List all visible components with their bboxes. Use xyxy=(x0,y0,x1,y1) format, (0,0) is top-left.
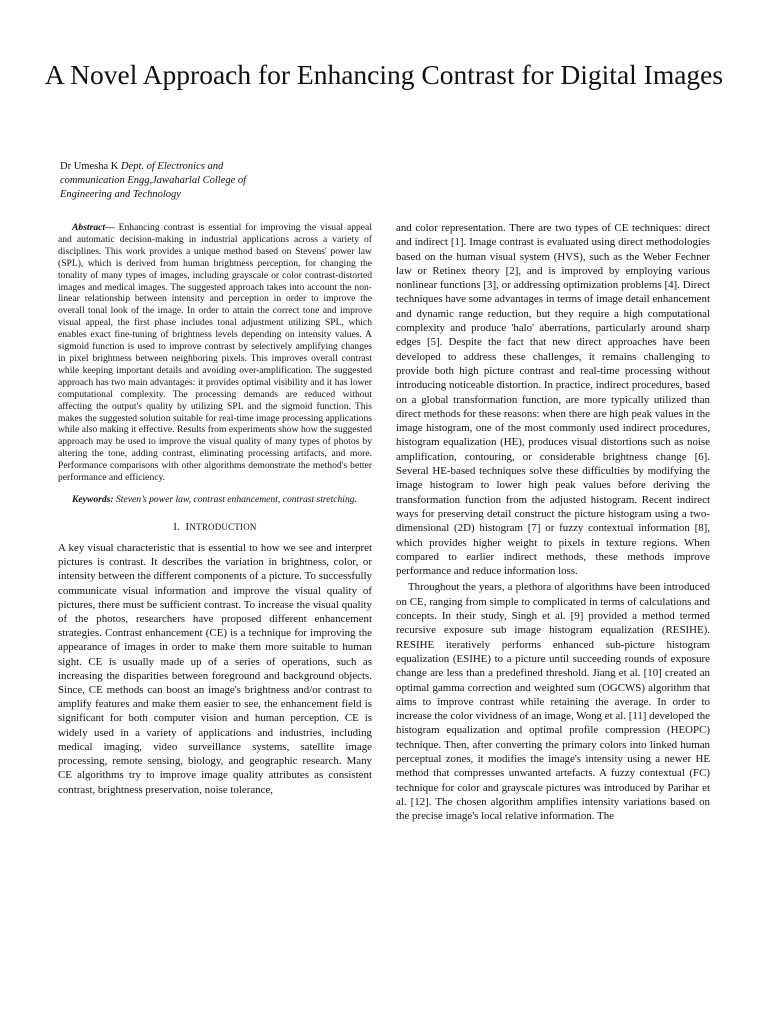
right-paragraph-1: and color representation. There are two types of CE techniques: direct and indirect [1]. Image contrast is evaluated using direct methodologies based on the human visual system (HVS), such as the Weber Fechner law or Retinex theory [2], and is improved by employing various nonlinear functions [3], or addressing optimization problems [4]. Direct techniques have some advantages in terms of image detail enhancement and dynamic range reduction, but they require a high computational complexity and produce 'halo' aberrations, particularly around sharp edges [5]. Despite the fact that new direct approaches have been developed to address these challenges, it remains challenging to provide both high picture contrast and real-time processing without introducing noticeable distortion. In practice, indirect procedures, based on a global transformation function, are more typically utilized than direct methods for these reasons: when there are high peak values in the image histogram, one of the most commonly used indirect procedures, histogram equalization (HE), produces visual distortions such as noise amplification, contouring, or considerable brightness change [6]. Several HE-based techniques solve these difficulties by modifying the image histogram to lower high peak values before deriving the transformation function from the adjusted histogram. Recent indirect ways for preserving detail construct the picture histogram using a two-dimensional (2D) histogram [7] or fuzzy contextual information [8], which provides higher weight to pixels in texture regions. When compared to earlier indirect methods, these methods improve performance and reduce information loss. xyxy=(396,222,710,578)
author-block xyxy=(60,160,270,202)
section-numeral: I. xyxy=(173,521,180,533)
keywords-label: Keywords: xyxy=(72,493,114,505)
abstract-label: Abstract— xyxy=(72,222,115,233)
paper-title: A Novel Approach for Enhancing Contrast for Digital Images xyxy=(44,59,724,90)
section-title-initial: I xyxy=(185,520,190,533)
abstract-text: Enhancing contrast is essential for improving the visual appeal and automatic decision-making in industrial applications across a variety of disciplines. This work provides a unique method based on Stevens' power law (SPL), which is derived from human brightness perception, for changing the tonality of many types of images, including grayscale or color contrast-distorted images and medical images. The suggested approach takes into account the non-linear relationship between intensity and perception in order to improve the overall tonal look of the image. In order to attain the correct tone and improve visual appeal, the first phase includes tonal adjustment utilizing SPL, which enables exact fine-tuning of brightness levels depending on intensity values. A sigmoid function is used to improve contrast by selectively amplifying changes in pixel brightness between neighboring pixels. This improves overall contrast while keeping important details and avoiding over-amplification. The suggested approach has two main advantages: it provides optimal visibility and it has lower computational complexity. The processing demands are reduced without affecting the output's quality by utilizing SPL and the sigmoid function. This makes the suggested solution suitable for real-time image processing applications while also making it effective. Results from experiments show how the suggested approach may be used to improve the visual quality of many types of photos by altering the tone, adding contrast, eliminating processing artifacts, and more. Performance comparisons with other algorithms demonstrate the method's better performance and efficiency. xyxy=(58,222,372,484)
author-affiliation: Dept. of Electronics and communication Engg,Jawaharlal College of Engineering and Technology xyxy=(60,161,247,200)
abstract xyxy=(58,222,372,484)
keywords-text: Steven’s power law, contrast enhancement, contrast stretching. xyxy=(115,493,357,505)
left-column xyxy=(58,222,372,797)
keywords xyxy=(58,494,372,506)
author-name: Dr Umesha K xyxy=(60,161,119,172)
section-heading-introduction xyxy=(58,520,372,535)
introduction-paragraph-1: A key visual characteristic that is essential to how we see and interpret pictures is contrast. It describes the variation in brightness, color, or intensity between the different components of a picture. To successfully communicate visual information and improve the visual quality of pictures, there must be sufficient contrast. To increase the visual quality of the photos, researchers have proposed different enhancement strategies. Contrast enhancement (CE) is a technique for improving the appearance of images in order to make them more suitable to human sight. CE is usually made up of a series of operations, such as increasing the disparities between foreground and background objects. Since, CE methods can boost an image's brightness and/or contrast to amplify features and make them easier to see, the enhancement field is significant for both computer vision and human perception. CE is widely used in a variety of applications and industries, including medical imaging, video surveillance systems, satellite image processing, remote sensing, biology, and geographic research. Many CE algorithms try to improve image quality attributes as consistent contrast, brightness preservation, noise tolerance, xyxy=(58,542,372,796)
section-title-rest: NTRODUCTION xyxy=(189,521,257,532)
right-paragraph-2: Throughout the years, a plethora of algorithms have been introduced on CE, ranging from simple to complicated in terms of calculations and concepts. In their study, Singh et al. [9] provided a method termed recursive exposure sub image histogram equalization (RESIHE). RESIHE iteratively performs enhanced sub-picture histogram equalization (ESIHE) to a picture until succeeding rounds of exposure change are less than a predefined threshold. Jiang et al. [10] created an optimal gamma correction and weighted sum (OGCWS) algorithm that aims to improve contrast while retaining the average. In order to increase the color vividness of an image, Wong et al. [11] developed the histogram equalization and optimal profile compression (HEOPC) technique. Then, after converting the primary colors into linked human perceptual zones, it modifies the image's intensity using a newer HE method that compresses unwanted artefacts. A fuzzy contextual (FC) technique for color and grayscale pictures was introduced by Parihar et al. [12]. The chosen algorithm amplifies intensity variations based on the precise image's local relative information. The xyxy=(396,581,710,823)
right-column xyxy=(396,221,710,823)
